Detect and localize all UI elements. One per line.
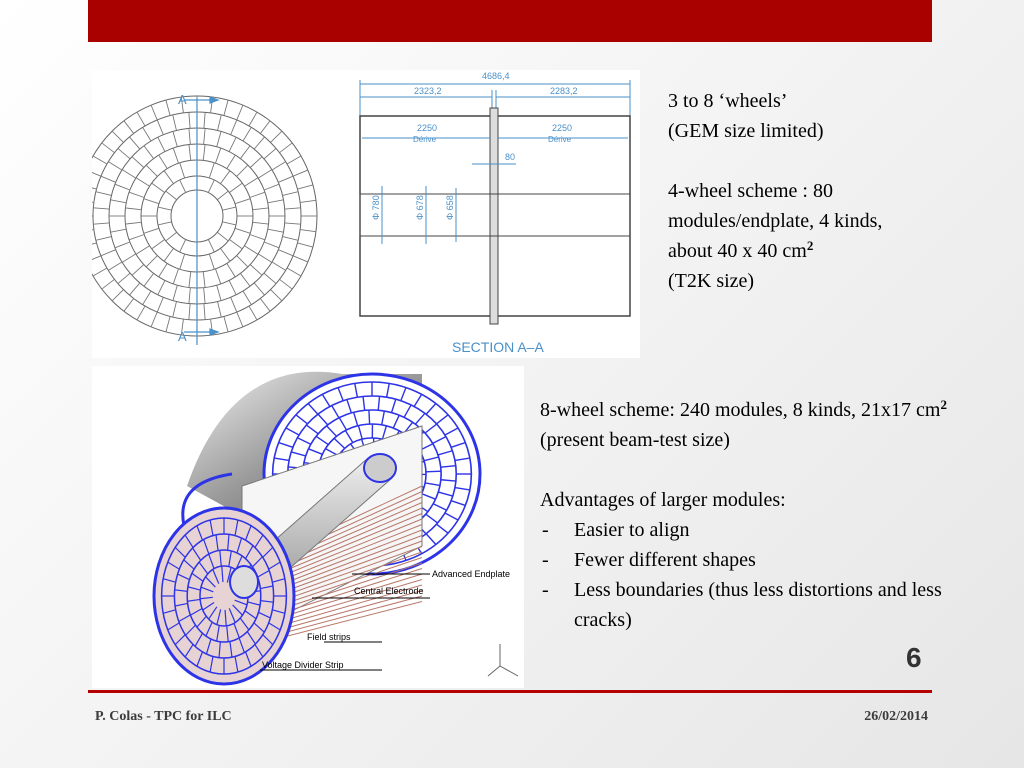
advantages-list — [540, 515, 970, 635]
diameter-780: Φ 780 — [371, 195, 381, 220]
tpc-isometric-svg — [92, 366, 524, 688]
title-bar-accent — [88, 0, 932, 42]
superscript-2: 2 — [806, 238, 814, 253]
eight-wheel-scheme — [540, 395, 970, 455]
tpc-isometric-figure — [92, 366, 524, 688]
advantage-item: - Fewer different shapes — [540, 545, 970, 575]
drift-right-word: Dérive — [548, 135, 572, 144]
eight-wheel-text: 8-wheel scheme: 240 modules, 8 kinds, 21x17 cm — [540, 399, 941, 421]
label-field-strips: Field strips — [307, 632, 351, 642]
dimension-total: 4686,4 — [482, 71, 510, 81]
footer-author: P. Colas - TPC for ILC — [95, 709, 232, 724]
endplate-drawing-svg — [92, 70, 640, 358]
four-wheel-scheme — [668, 176, 930, 266]
label-central-electrode: Central Electrode — [354, 586, 424, 596]
gem-limit-line: (GEM size limited) — [668, 120, 824, 142]
section-marker-bottom: A — [178, 329, 187, 344]
drift-left-word: Dérive — [413, 135, 437, 144]
diameter-658: Φ 658 — [445, 195, 455, 220]
superscript-2: 2 — [940, 397, 947, 412]
advantage-item: - Less boundaries (thus less distortions and less cracks) — [540, 575, 970, 635]
slide-number: 6 — [906, 642, 922, 673]
drift-left-length: 2250 — [417, 123, 438, 133]
advantage-item: - Easier to align — [540, 515, 970, 545]
beam-test-size-text: (present beam-test size) — [540, 429, 730, 451]
endplate-wheel — [92, 96, 317, 336]
diameter-678: Φ 678 — [415, 195, 425, 220]
label-voltage-divider: Voltage Divider Strip — [262, 660, 344, 670]
four-wheel-text: 4-wheel scheme : 80 modules/endplate, 4 kinds, about 40 x 40 cm — [668, 180, 883, 262]
wheels-text-block — [668, 86, 930, 296]
section-title: SECTION A–A — [452, 339, 544, 355]
t2k-size-line: (T2K size) — [668, 270, 755, 292]
footer-date: 26/02/2014 — [864, 709, 928, 724]
advantages-title: Advantages of larger modules: — [540, 489, 786, 511]
footer-rule — [88, 690, 932, 693]
advantages-text-block — [540, 395, 970, 635]
section-marker-top: A — [178, 92, 187, 107]
section-view — [360, 80, 630, 324]
axis-triad — [488, 644, 518, 676]
dimension-left: 2323,2 — [414, 86, 442, 96]
endplate-drawing-figure — [92, 70, 640, 358]
gap-dimension: 80 — [505, 152, 516, 162]
label-advanced-endplate: Advanced Endplate — [432, 569, 511, 579]
drift-right-length: 2250 — [552, 123, 573, 133]
dimension-right: 2283,2 — [550, 86, 578, 96]
wheels-line: 3 to 8 ‘wheels’ — [668, 90, 788, 112]
